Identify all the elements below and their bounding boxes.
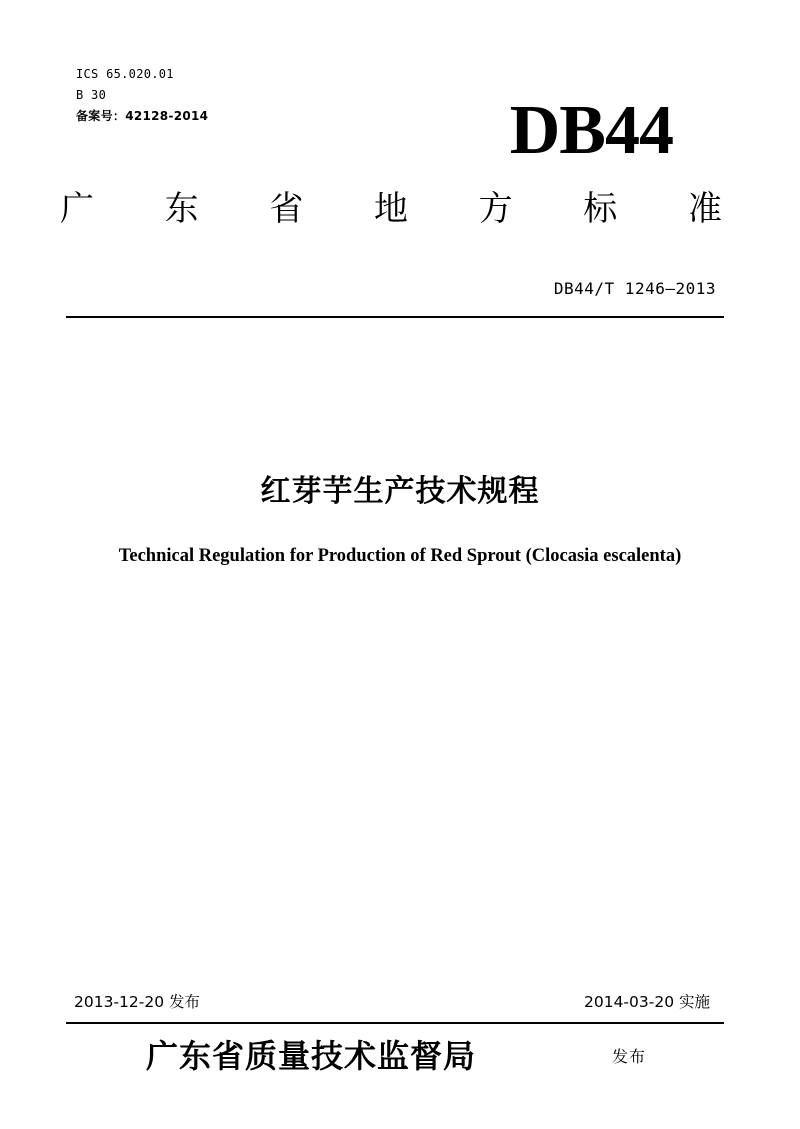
standard-number: DB44/T 1246—2013 [553, 279, 716, 298]
classification-block [76, 64, 208, 127]
standard-type-char: 广 [60, 189, 94, 229]
bottom-divider [66, 1022, 724, 1024]
ics-code: ICS 65.020.01 [76, 67, 174, 81]
filing-number: 备案号：42128-2014 [76, 109, 209, 123]
standard-type-char: 东 [164, 189, 199, 229]
db44-logo: DB44 [509, 92, 673, 169]
issuer-action: 发布 [612, 1047, 647, 1066]
title-english: Technical Regulation for Production of Red Sprout (Clocasia escalenta) [118, 546, 682, 566]
standard-type-char: 方 [478, 189, 513, 229]
standard-type-char: 地 [373, 189, 408, 229]
top-divider [66, 316, 724, 318]
standard-type-char: 标 [583, 189, 618, 229]
title-chinese: 红芽芋生产技术规程 [260, 474, 540, 509]
implementation-date: 2014-03-20 实施 [583, 993, 710, 1011]
issue-date: 2013-12-20 发布 [74, 993, 201, 1011]
standard-type-heading [60, 186, 722, 232]
standard-type-char: 省 [269, 189, 304, 229]
standard-type-char: 准 [687, 189, 722, 229]
issuing-authority: 广东省质量技术监督局 [146, 1037, 477, 1075]
ccs-code: B 30 [76, 88, 107, 102]
